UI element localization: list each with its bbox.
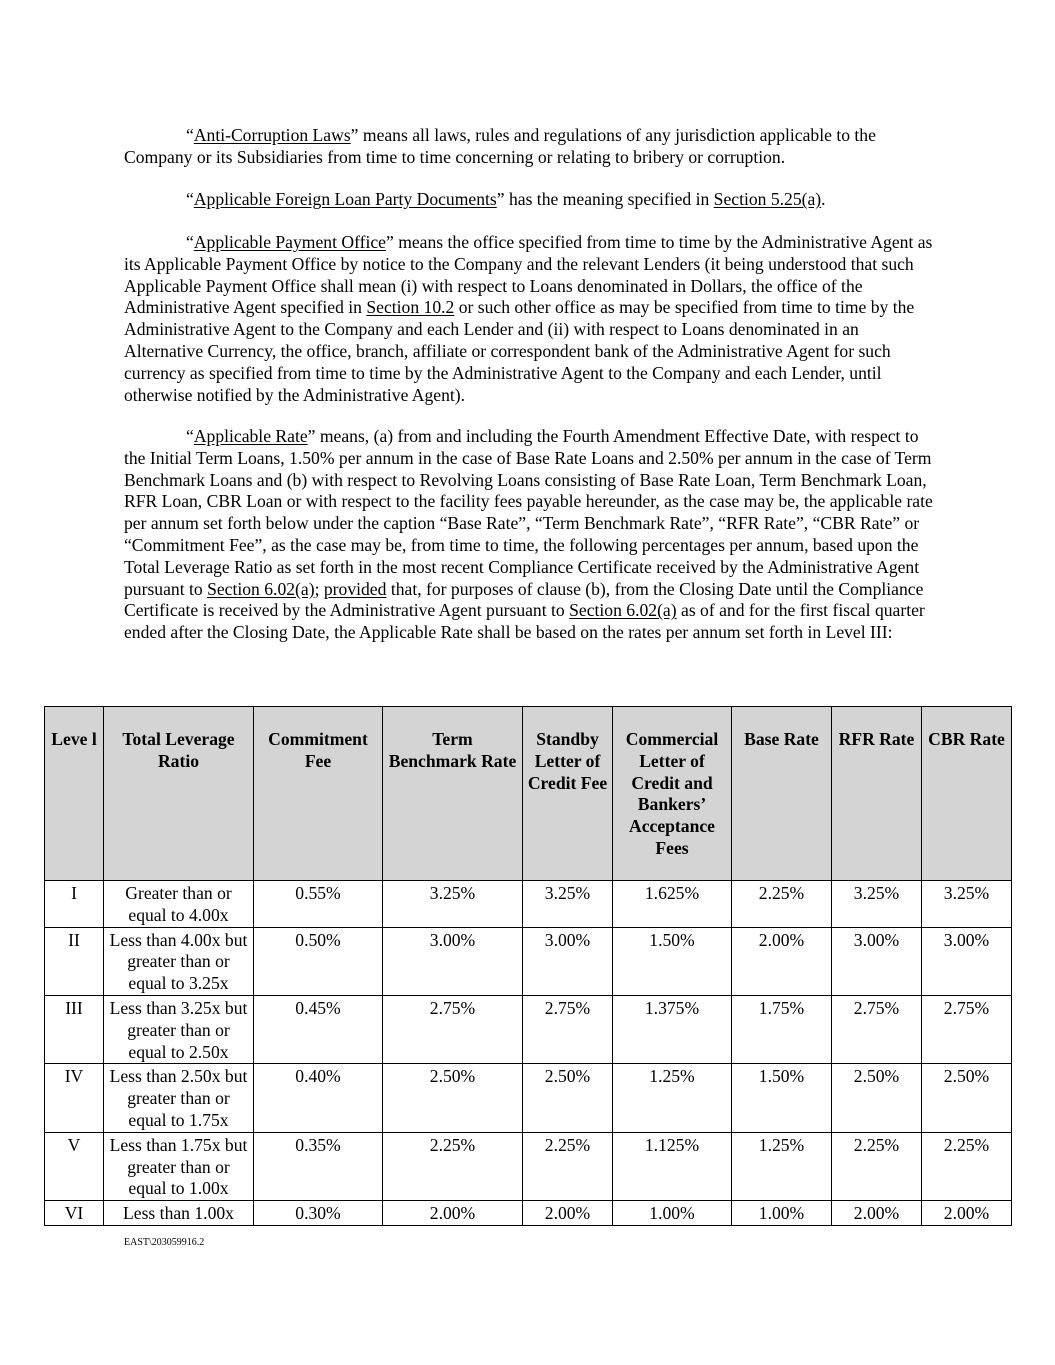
- table-row: [45, 881, 1012, 928]
- cell-standby-fee: 2.25%: [523, 1132, 613, 1200]
- definition-applicable-foreign-loan-party-documents: “Applicable Foreign Loan Party Documents” has the meaning specified in Section 5.25(a).: [186, 189, 826, 209]
- document-footer-id: EAST\203059916.2: [124, 1237, 205, 1248]
- cell-commitment-fee: 0.35%: [254, 1132, 383, 1200]
- table-row: [45, 1132, 1012, 1200]
- cell-base-rate: 2.00%: [732, 927, 832, 995]
- cell-term-benchmark: 2.50%: [383, 1064, 523, 1132]
- defined-term: Applicable Foreign Loan Party Documents: [193, 189, 497, 209]
- definition-applicable-rate: “Applicable Rate” means, (a) from and including the Fourth Amendment Effective Date, with respect to the Initial Term Loans, 1.50% per annum in the case of Base Rate Loans and 2.50% per annum in the case of Term Benchmark Loans and (b) with respect to Revolving Loans consisting of Base Rate Loan, Term Benchmark Loan, RFR Loan, CBR Loan or with respect to the facility fees payable hereunder, as the case may be, the applicable rate per annum set forth below under the caption “Base Rate”, “Term Benchmark Rate”, “RFR Rate”, “CBR Rate” or “Commitment Fee”, as the case may be, from time to time, the following percentages per annum, based upon the Total Leverage Ratio as set forth in the most recent Compliance Certificate received by the Administrative Agent pursuant to Section 6.02(a); provided that, for purposes of clause (b), from the Closing Date until the Compliance Certificate is received by the Administrative Agent pursuant to Section 6.02(a) as of and for the first fiscal quarter ended after the Closing Date, the Applicable Rate shall be based on the rates per annum set forth in Level III:: [124, 426, 933, 643]
- table-row: [45, 1201, 1012, 1226]
- cell-base-rate: 1.75%: [732, 995, 832, 1063]
- cell-base-rate: 1.00%: [732, 1201, 832, 1226]
- cell-ratio: Less than 1.00x: [104, 1201, 254, 1226]
- cell-base-rate: 2.25%: [732, 881, 832, 928]
- cell-cbr-rate: 2.25%: [922, 1132, 1012, 1200]
- table-row: [45, 927, 1012, 995]
- cell-rfr-rate: 2.75%: [832, 995, 922, 1063]
- cell-commercial-fee: 1.50%: [613, 927, 732, 995]
- defined-term: Applicable Payment Office: [193, 232, 386, 252]
- cell-ratio: Less than 3.25x but greater than or equal to 2.50x: [104, 995, 254, 1063]
- cell-rfr-rate: 2.50%: [832, 1064, 922, 1132]
- cell-level: VI: [45, 1201, 104, 1226]
- header-rfr-rate: RFR Rate: [832, 707, 922, 881]
- header-commitment-fee: Commitment Fee: [254, 707, 383, 881]
- definition-anti-corruption-laws: “Anti-Corruption Laws” means all laws, rules and regulations of any jurisdiction applicable to the Company or its Subsidiaries from time to time concerning or relating to bribery or corruption.: [124, 125, 876, 167]
- cell-commercial-fee: 1.125%: [613, 1132, 732, 1200]
- cell-ratio: Greater than or equal to 4.00x: [104, 881, 254, 928]
- cell-rfr-rate: 3.00%: [832, 927, 922, 995]
- header-base-rate: Base Rate: [732, 707, 832, 881]
- applicable-rate-table: [44, 706, 1012, 1226]
- cell-cbr-rate: 3.25%: [922, 881, 1012, 928]
- cell-level: IV: [45, 1064, 104, 1132]
- cell-commercial-fee: 1.375%: [613, 995, 732, 1063]
- cell-commitment-fee: 0.55%: [254, 881, 383, 928]
- cell-level: I: [45, 881, 104, 928]
- cell-cbr-rate: 2.75%: [922, 995, 1012, 1063]
- cell-term-benchmark: 3.25%: [383, 881, 523, 928]
- provided-term: provided: [323, 578, 387, 599]
- header-term-benchmark-rate: Term Benchmark Rate: [383, 707, 523, 881]
- cell-level: II: [45, 927, 104, 995]
- cell-standby-fee: 3.00%: [523, 927, 613, 995]
- cell-ratio: Less than 4.00x but greater than or equal to 3.25x: [104, 927, 254, 995]
- cell-standby-fee: 3.25%: [523, 881, 613, 928]
- cell-standby-fee: 2.75%: [523, 995, 613, 1063]
- header-level: Leve l: [45, 707, 104, 881]
- cell-commitment-fee: 0.50%: [254, 927, 383, 995]
- definition-applicable-payment-office: “Applicable Payment Office” means the office specified from time to time by the Administrative Agent as its Applicable Payment Office by notice to the Company and the relevant Lenders (it being understood that such Applicable Payment Office shall mean (i) with respect to Loans denominated in Dollars, the office of the Administrative Agent specified in Section 10.2 or such other office as may be specified from time to time by the Administrative Agent to the Company and each Lender and (ii) with respect to Loans denominated in an Alternative Currency, the office, branch, affiliate or correspondent bank of the Administrative Agent for such currency as specified from time to time by the Administrative Agent to the Company and each Lender, until otherwise notified by the Administrative Agent).: [124, 232, 933, 405]
- cell-level: III: [45, 995, 104, 1063]
- cell-term-benchmark: 3.00%: [383, 927, 523, 995]
- cell-cbr-rate: 3.00%: [922, 927, 1012, 995]
- header-cbr-rate: CBR Rate: [922, 707, 1012, 881]
- cell-rfr-rate: 2.25%: [832, 1132, 922, 1200]
- header-commercial-letter-of-credit-fees: Commercial Letter of Credit and Bankers’ Acceptance Fees: [613, 707, 732, 881]
- cell-base-rate: 1.25%: [732, 1132, 832, 1200]
- header-total-leverage-ratio: Total Leverage Ratio: [104, 707, 254, 881]
- cell-term-benchmark: 2.00%: [383, 1201, 523, 1226]
- table-row: [45, 1064, 1012, 1132]
- cell-cbr-rate: 2.50%: [922, 1064, 1012, 1132]
- cell-commercial-fee: 1.25%: [613, 1064, 732, 1132]
- cell-commitment-fee: 0.45%: [254, 995, 383, 1063]
- table-row: [45, 995, 1012, 1063]
- cell-standby-fee: 2.00%: [523, 1201, 613, 1226]
- section-reference: Section 10.2: [366, 297, 455, 318]
- cell-commercial-fee: 1.625%: [613, 881, 732, 928]
- section-reference: Section 6.02(a): [569, 600, 677, 621]
- defined-term: Anti-Corruption Laws: [193, 125, 351, 145]
- header-standby-letter-of-credit-fee: Standby Letter of Credit Fee: [523, 707, 613, 881]
- cell-rfr-rate: 3.25%: [832, 881, 922, 928]
- defined-term: Applicable Rate: [193, 426, 308, 446]
- cell-commitment-fee: 0.30%: [254, 1201, 383, 1226]
- table-header-row: [45, 707, 1012, 881]
- cell-base-rate: 1.50%: [732, 1064, 832, 1132]
- cell-level: V: [45, 1132, 104, 1200]
- cell-commitment-fee: 0.40%: [254, 1064, 383, 1132]
- cell-term-benchmark: 2.75%: [383, 995, 523, 1063]
- cell-cbr-rate: 2.00%: [922, 1201, 1012, 1226]
- cell-commercial-fee: 1.00%: [613, 1201, 732, 1226]
- cell-standby-fee: 2.50%: [523, 1064, 613, 1132]
- cell-rfr-rate: 2.00%: [832, 1201, 922, 1226]
- cell-ratio: Less than 2.50x but greater than or equal to 1.75x: [104, 1064, 254, 1132]
- section-reference: Section 6.02(a): [207, 578, 315, 599]
- cell-ratio: Less than 1.75x but greater than or equal to 1.00x: [104, 1132, 254, 1200]
- section-reference: Section 5.25(a): [713, 189, 822, 209]
- cell-term-benchmark: 2.25%: [383, 1132, 523, 1200]
